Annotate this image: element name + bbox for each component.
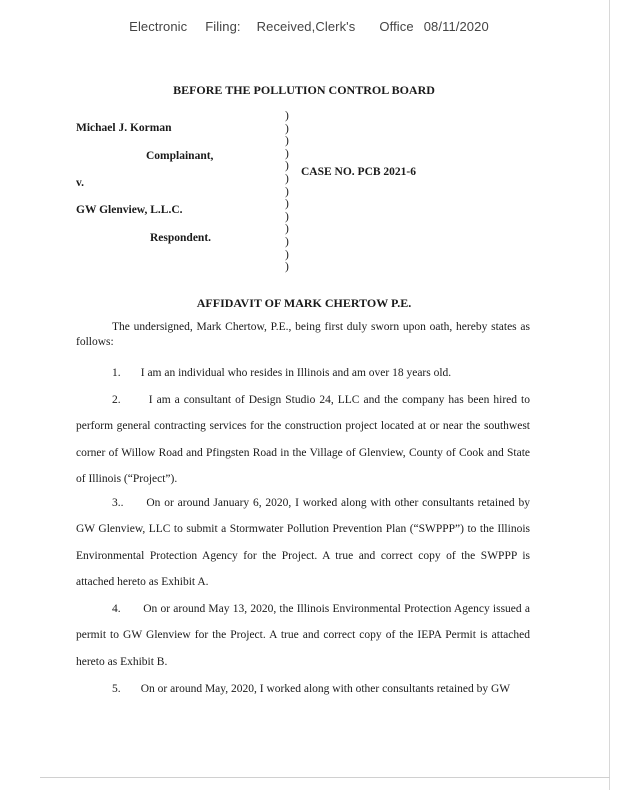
versus-label: v.	[76, 177, 84, 189]
paragraph-number: 5.	[112, 683, 121, 695]
stamp-filing: Filing:	[205, 19, 241, 34]
paragraph-text: On or around May, 2020, I worked along with other consultants retained by GW	[140, 683, 511, 695]
filing-stamp	[0, 19, 618, 34]
affidavit-title: AFFIDAVIT OF MARK CHERTOW P.E.	[196, 296, 412, 310]
board-heading: BEFORE THE POLLUTION CONTROL BOARD	[173, 83, 435, 97]
paragraph-text: I am an individual who resides in Illinois and am over 18 years old.	[140, 367, 452, 379]
paragraph-number: 1.	[112, 367, 121, 379]
stamp-electronic: Electronic	[129, 19, 188, 34]
paragraph-number: 3..	[112, 497, 124, 509]
respondent-name: GW Glenview, L.L.C.	[76, 204, 183, 216]
respondent-role: Respondent.	[150, 232, 212, 244]
paragraph-text: On or around May 13, 2020, the Illinois Environmental Protection Agency issued a permit to GW Glenview for the Project. A true and correct copy of the IEPA Permit is attached hereto as Exhibit B.	[76, 603, 530, 668]
page-edge-bottom	[40, 777, 610, 778]
paragraph-5	[76, 676, 530, 702]
paragraph-text: On or around January 6, 2020, I worked along with other consultants retained by GW Glenview, LLC to submit a Stormwater Pollution Prevention Plan (“SWPPP”) to the Illinois Environmental Protection Agency for the Project. A true and correct copy of the SWPPP is attached hereto as Exhibit A.	[76, 497, 530, 589]
paragraph-number: 4.	[112, 603, 121, 615]
complainant-role: Complainant,	[146, 150, 214, 162]
paragraph-2	[76, 387, 530, 493]
paragraph-1	[76, 360, 530, 386]
case-number: CASE NO. PCB 2021-6	[301, 166, 417, 178]
paragraph-4	[76, 596, 530, 675]
paragraph-text: I am a consultant of Design Studio 24, LLC and the company has been hired to perform general contracting services for the construction project located at or near the southwest corner of Willow Road and Pfingsten Road in the Village of Glenview, County of Cook and State of Illinois (“Project”).	[76, 394, 531, 486]
stamp-received: Received,Clerk's	[256, 19, 356, 34]
stamp-office: Office	[379, 19, 414, 34]
paragraph-3	[76, 490, 530, 596]
paragraph-number: 2.	[112, 394, 121, 406]
caption-parentheses: ) ) ) ) ) ) ) ) ) ) ) ) )	[285, 110, 289, 274]
affidavit-intro: The undersigned, Mark Chertow, P.E., being first duly sworn upon oath, hereby states as follows:	[76, 321, 530, 348]
stamp-date: 08/11/2020	[423, 19, 489, 34]
complainant-name: Michael J. Korman	[76, 122, 172, 134]
page-edge-right	[609, 0, 610, 790]
